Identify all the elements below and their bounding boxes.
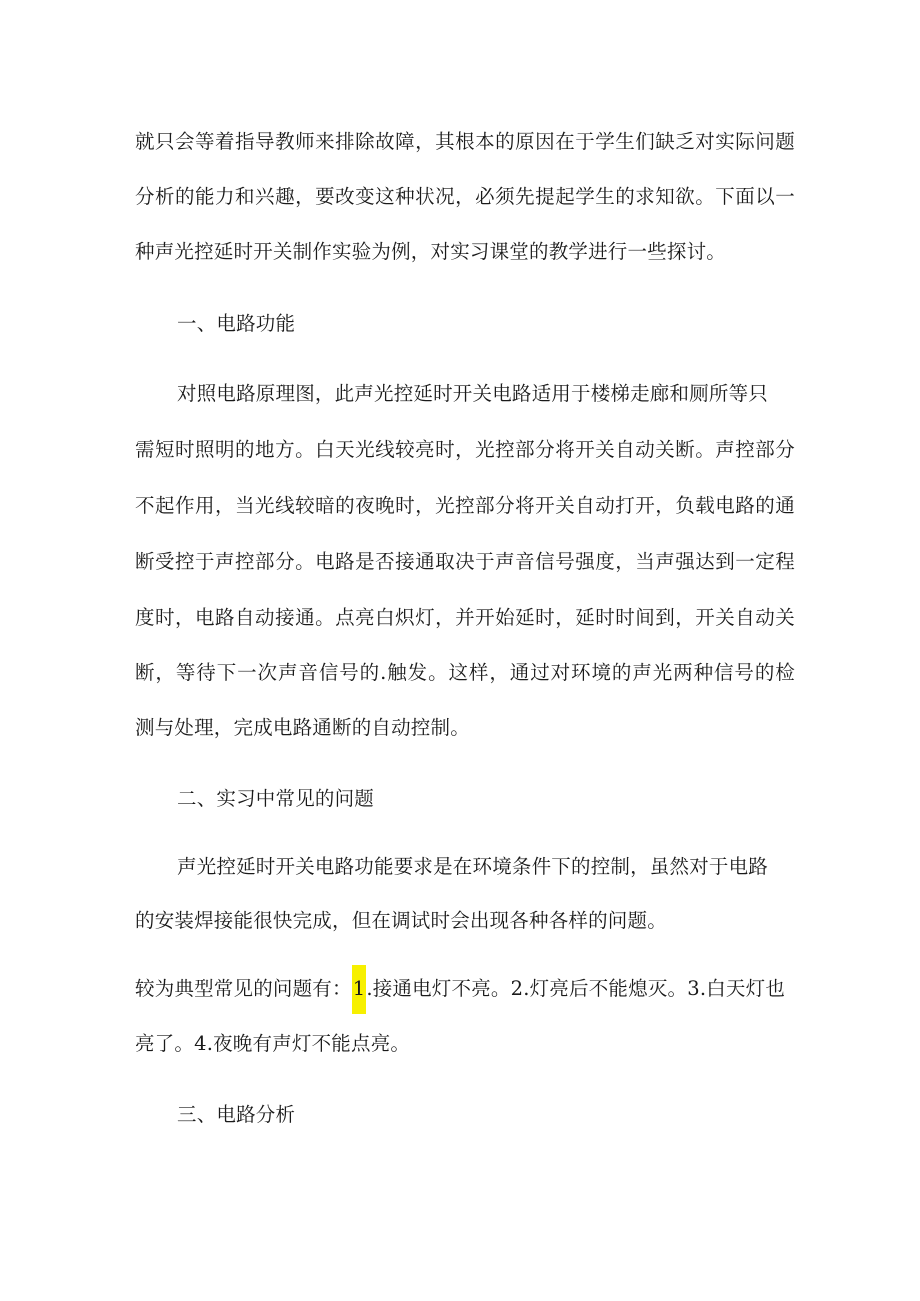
section1-line-5: 度时，电路自动接通。点亮白炽灯，并开始延时，延时时间到，开关自动关 bbox=[135, 606, 795, 629]
highlight-mark: 1 bbox=[352, 965, 367, 1014]
section1-line-2: 需短时照明的地方。白天光线较亮时，光控部分将开关自动关断。声控部分 bbox=[135, 438, 795, 461]
intro-line-3: 种声光控延时开关制作实验为例，对实习课堂的教学进行一些探讨。 bbox=[135, 240, 727, 263]
section2-line-4: 亮了。4.夜晚有声灯不能点亮。 bbox=[135, 1032, 411, 1055]
section1-line-4: 断受控于声控部分。电路是否接通取决于声音信号强度，当声强达到一定程 bbox=[135, 550, 795, 573]
section2-line-3 bbox=[135, 975, 795, 1003]
intro-line-1: 就只会等着指导教师来排除故障，其根本的原因在于学生们缺乏对实际问题 bbox=[135, 130, 795, 153]
section2-line-3-prefix: 较为典型常见的问题有： bbox=[135, 977, 352, 1000]
section2-line-1: 声光控延时开关电路功能要求是在环境条件下的控制，虽然对于电路 bbox=[177, 855, 769, 878]
section1-line-1: 对照电路原理图，此声光控延时开关电路适用于楼梯走廊和厕所等只 bbox=[177, 382, 769, 405]
section2-line-3-suffix: .接通电灯不亮。2.灯亮后不能熄灭。3.白天灯也 bbox=[366, 977, 786, 1000]
section1-line-3: 不起作用，当光线较暗的夜晚时，光控部分将开关自动打开，负载电路的通 bbox=[135, 494, 795, 517]
intro-line-2: 分析的能力和兴趣，要改变这种状况，必须先提起学生的求知欲。下面以一 bbox=[135, 185, 795, 208]
section1-line-7: 测与处理，完成电路通断的自动控制。 bbox=[135, 716, 470, 739]
section-heading-common-problems: 二、实习中常见的问题 bbox=[177, 787, 375, 810]
section-heading-circuit-analysis: 三、电路分析 bbox=[177, 1103, 296, 1126]
section-heading-circuit-function: 一、电路功能 bbox=[177, 312, 296, 335]
section1-line-6: 断，等待下一次声音信号的.触发。这样，通过对环境的声光两种信号的检 bbox=[135, 661, 795, 684]
section2-line-2: 的安装焊接能很快完成，但在调试时会出现各种各样的问题。 bbox=[135, 909, 667, 932]
